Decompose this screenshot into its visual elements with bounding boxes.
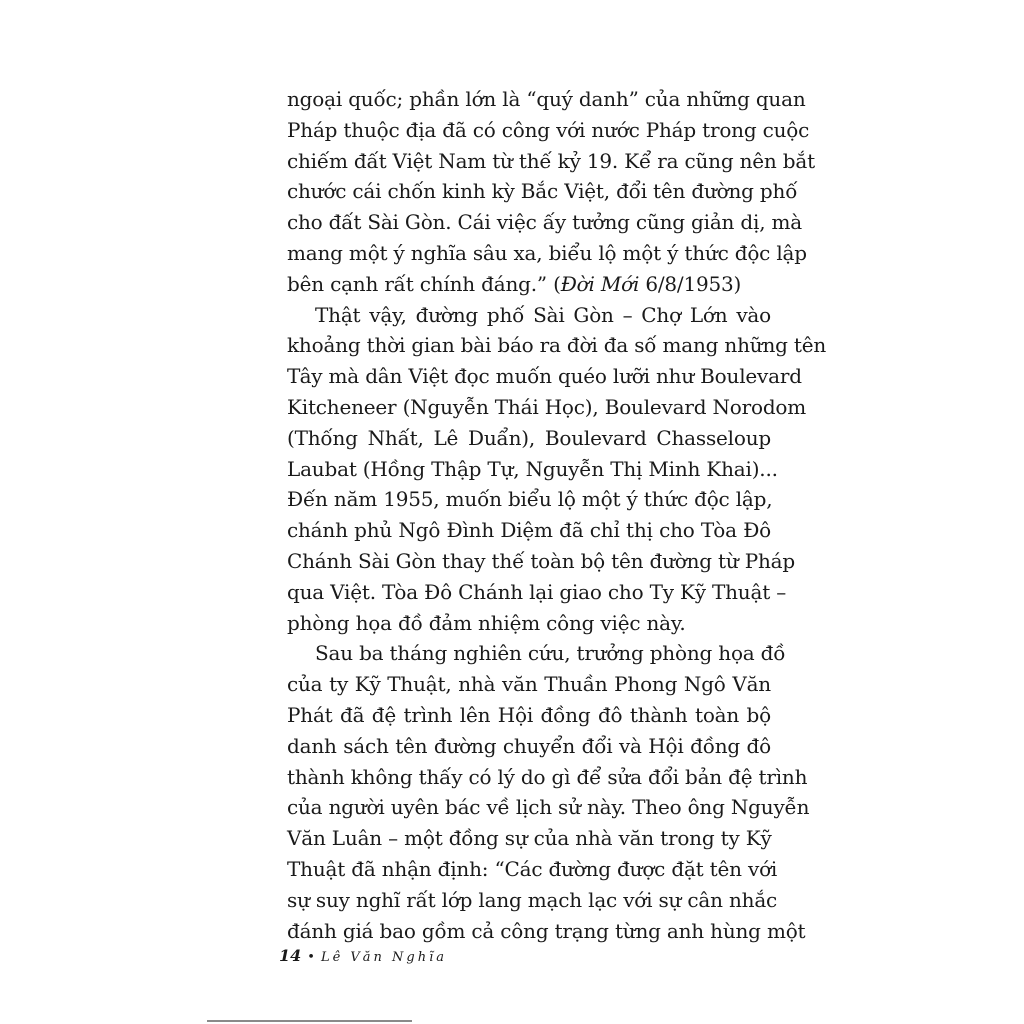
text-line: chiếm đất Việt Nam từ thế kỷ 19. Kể ra cũng nên bắt	[287, 148, 815, 173]
text-line: sự suy nghĩ rất lớp lang mạch lạc với sự cân nhắc	[287, 887, 778, 912]
footer-bullet: •	[307, 950, 315, 965]
text-line: Sau ba tháng nghiên cứu, trưởng phòng họa đồ	[315, 641, 786, 666]
text-line: cho đất Sài Gòn. Cái việc ấy tưởng cũng giản dị, mà	[287, 210, 802, 235]
text-line: Laubat (Hồng Thập Tự, Nguyễn Thị Minh Khai)...	[287, 456, 778, 481]
text-line: qua Việt. Tòa Đô Chánh lại giao cho Ty Kỹ Thuật –	[287, 579, 786, 604]
text-line: Văn Luân – một đồng sự của nhà văn trong ty Kỹ	[287, 826, 772, 851]
author-name: Lê Văn Nghĩa	[320, 950, 448, 965]
text-line: ngoại quốc; phần lớn là “quý danh” của những quan	[287, 87, 806, 111]
text-line: Chánh Sài Gòn thay thế toàn bộ tên đường từ Pháp	[287, 548, 795, 573]
text-line: Đến năm 1955, muốn biểu lộ một ý thức độc lập,	[287, 487, 773, 512]
text-line: phòng họa đồ đảm nhiệm công việc này.	[287, 610, 686, 635]
text-line: Thuật đã nhận định: “Các đường được đặt tên với	[287, 856, 778, 881]
text-line: khoảng thời gian bài báo ra đời đa số mang những tên	[287, 333, 827, 358]
text-line: của ty Kỹ Thuật, nhà văn Thuần Phong Ngô Văn	[287, 672, 771, 697]
citation-prefix: bên cạnh rất chính đáng.” (	[287, 271, 561, 296]
text-line: Tây mà dân Việt đọc muốn quéo lưỡi như Boulevard	[287, 364, 802, 389]
bottom-rule	[207, 1020, 412, 1022]
page-footer	[279, 946, 447, 965]
text-line: (Thống Nhất, Lê Duẩn), Boulevard Chasseloup	[287, 425, 771, 450]
text-line: chánh phủ Ngô Đình Diệm đã chỉ thị cho Tòa Đô	[287, 518, 771, 543]
text-line: mang một ý nghĩa sâu xa, biểu lộ một ý thức độc lập	[287, 240, 807, 265]
text-line: chước cái chốn kinh kỳ Bắc Việt, đổi tên đường phố	[287, 179, 798, 204]
text-line: Kitcheneer (Nguyễn Thái Học), Boulevard Norodom	[287, 394, 807, 419]
text-line: của người uyên bác về lịch sử này. Theo ông Nguyễn	[287, 795, 810, 820]
citation-date: 6/8/1953)	[639, 271, 742, 296]
text-line: Phát đã đệ trình lên Hội đồng đô thành toàn bộ	[287, 702, 771, 727]
text-line: danh sách tên đường chuyển đổi và Hội đồng đô	[287, 733, 771, 758]
text-line: Thật vậy, đường phố Sài Gòn – Chợ Lớn vào	[315, 302, 771, 327]
text-line: thành không thấy có lý do gì để sửa đổi bản đệ trình	[287, 764, 808, 789]
page-number: 14	[279, 946, 302, 965]
citation-source: Đời Mới	[560, 271, 640, 296]
text-line: đánh giá bao gồm cả công trạng từng anh hùng một	[287, 918, 806, 943]
body-text	[287, 84, 827, 946]
text-line: Pháp thuộc địa đã có công với nước Pháp trong cuộc	[287, 117, 810, 142]
text-line-citation	[287, 269, 771, 300]
